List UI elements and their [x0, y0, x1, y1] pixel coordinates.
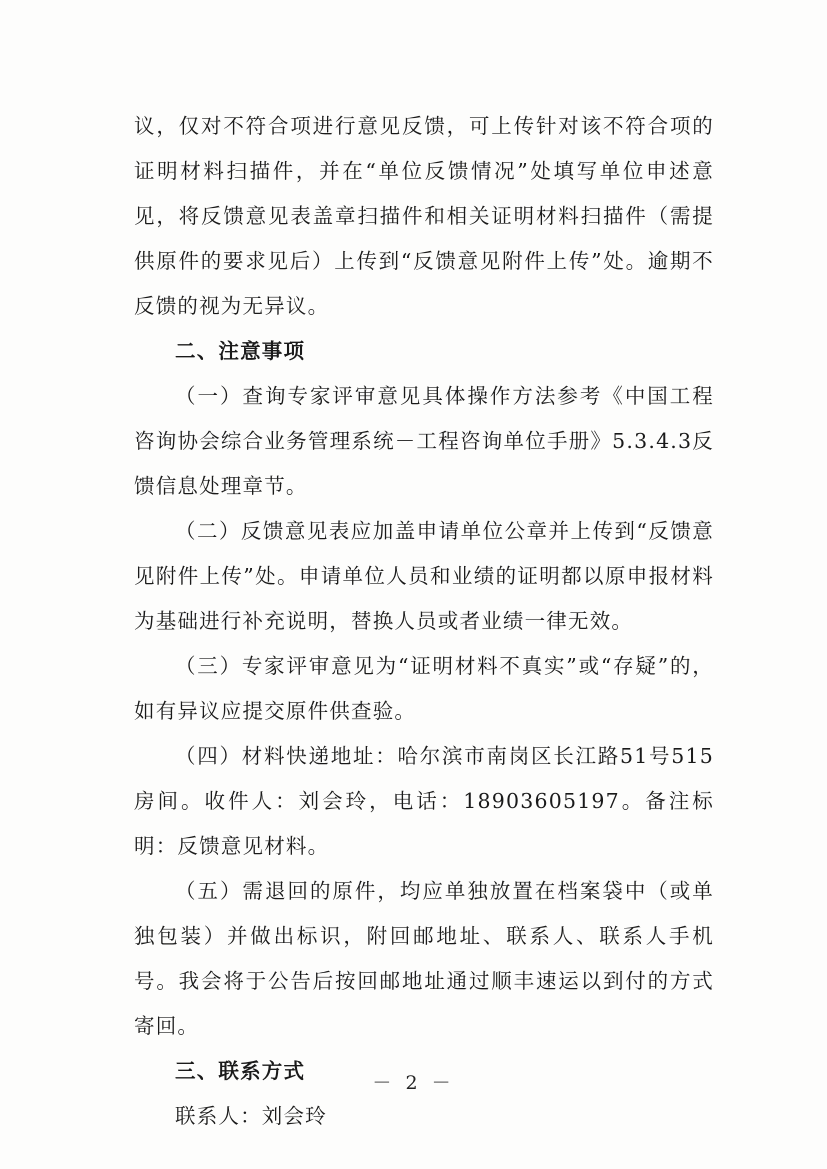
- page-number: － 2 －: [372, 1072, 455, 1094]
- paragraph-note-1: （一）查询专家评审意见具体操作方法参考《中国工程咨询协会综合业务管理系统－工程咨询单位手册》5.3.4.3反馈信息处理章节。: [134, 384, 714, 498]
- paragraph-continuation: 议，仅对不符合项进行意见反馈，可上传针对该不符合项的证明材料扫描件，并在“单位反馈情况”处填写单位申述意见，将反馈意见表盖章扫描件和相关证明材料扫描件（需提供原件的要求见后）上传到“反馈意见附件上传”处。逾期不反馈的视为无异议。: [134, 114, 714, 318]
- paragraph-note-4: （四）材料快递地址：哈尔滨市南岗区长江路51号515房间。收件人：刘会玲，电话：18903605197。备注标明：反馈意见材料。: [134, 744, 714, 858]
- paragraph-contact-person: 联系人：刘会玲: [175, 1104, 327, 1128]
- section-heading-notes: 二、注意事项: [175, 339, 306, 363]
- section-heading-contact: 三、联系方式: [175, 1059, 306, 1083]
- paragraph-note-3: （三）专家评审意见为“证明材料不真实”或“存疑”的，如有异议应提交原件供查验。: [134, 654, 714, 723]
- paragraph-note-2: （二）反馈意见表应加盖申请单位公章并上传到“反馈意见附件上传”处。申请单位人员和业绩的证明都以原申报材料为基础进行补充说明，替换人员或者业绩一律无效。: [134, 519, 714, 633]
- document-body: [134, 104, 714, 1139]
- paragraph-note-5: （五）需退回的原件，均应单独放置在档案袋中（或单独包装）并做出标识，附回邮地址、联系人、联系人手机号。我会将于公告后按回邮地址通过顺丰速运以到付的方式寄回。: [134, 879, 714, 1038]
